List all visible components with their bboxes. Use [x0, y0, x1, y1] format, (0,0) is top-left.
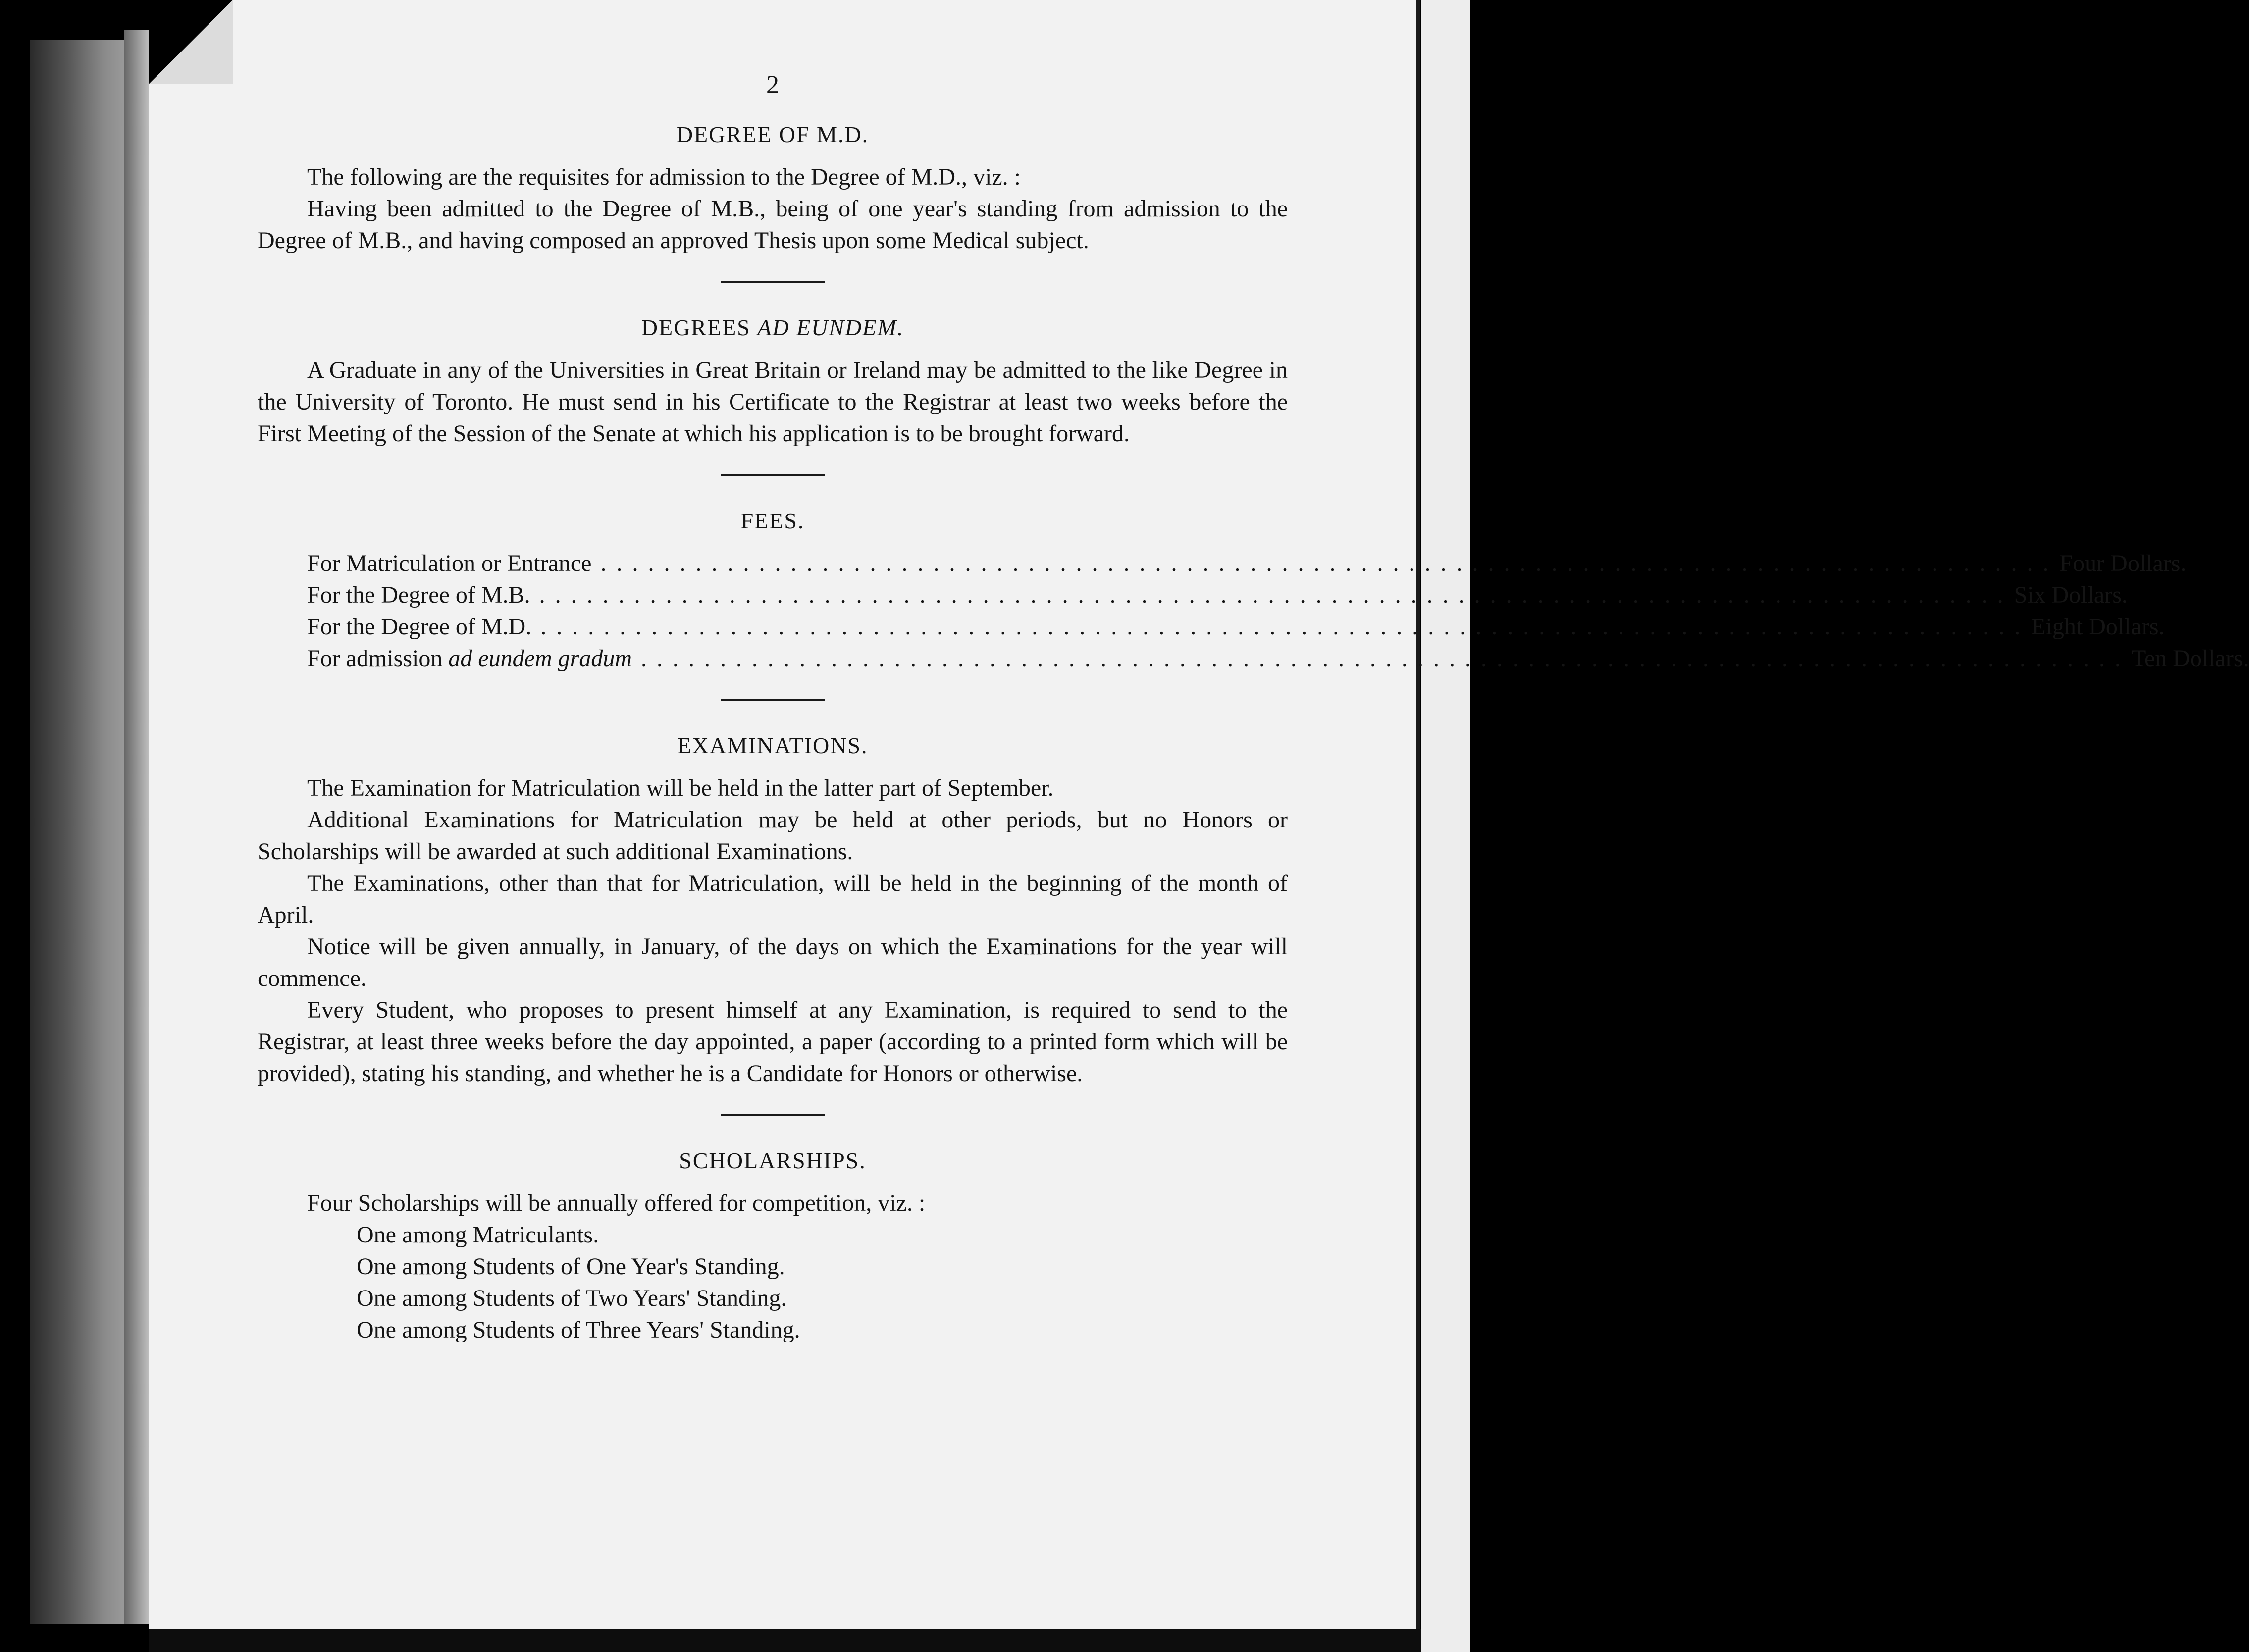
section-degrees-ad-eundem	[258, 312, 1288, 450]
section-divider	[721, 281, 825, 283]
section-divider	[721, 1114, 825, 1116]
paragraph: Notice will be given annually, in January, of the days on which the Examinations for the year will commence.	[258, 933, 1288, 991]
paragraph: The following are the requisites for admission to the Degree of M.D., viz. :	[307, 164, 1021, 190]
next-page-edge	[1421, 0, 1470, 1652]
section-heading: EXAMINATIONS.	[677, 733, 868, 758]
section-heading: DEGREE OF M.D.	[676, 122, 869, 147]
page-content	[258, 69, 2249, 1346]
fees-table	[307, 548, 2249, 674]
dot-leader: . . . . . . . . . . . . . . . . . . . . . . . . . . . . . . . . . . . . . . . . . . . . . . . . . . . . . . . . . . . . . . . . . . . . . . . . . . . . . . . . . . . . . . . . . . . .	[600, 550, 2051, 576]
section-heading	[258, 312, 1288, 344]
section-degree-md	[258, 119, 1288, 257]
paragraph: Having been admitted to the Degree of M.B., being of one year's standing from admission to the Degree of M.B., and having composed an approved Thesis upon some Medical subject.	[258, 196, 1288, 254]
fee-amount: Ten Dollars.	[2131, 645, 2249, 671]
fee-item	[307, 643, 632, 674]
fee-amount: Four Dollars.	[2059, 550, 2187, 576]
fee-item-text: For admission	[307, 645, 443, 671]
fee-item-text: For the Degree of M.D.	[307, 614, 532, 640]
list-item: One among Students of One Year's Standing.	[357, 1253, 785, 1280]
paragraph: Every Student, who proposes to present himself at any Examination, is required to send to the Registrar, at least three weeks before the day appointed, a paper (according to a printed form which will be provided), stating his standing, and whether he is a Candidate for Honors or otherwise.	[258, 997, 1288, 1086]
list-item: One among Matriculants.	[357, 1222, 599, 1248]
scholarship-list	[357, 1219, 1288, 1346]
fee-row	[307, 643, 2249, 674]
paragraph: Additional Examinations for Matriculation may be held at other periods, but no Honors or Scholarships will be awarded at such additional Examinations.	[258, 807, 1288, 865]
fee-item-text: For the Degree of M.B.	[307, 582, 530, 608]
list-item: One among Students of Two Years' Standing.	[357, 1285, 787, 1311]
folded-corner	[149, 0, 233, 84]
list-item: One among Students of Three Years' Standing.	[357, 1317, 800, 1343]
dot-leader: . . . . . . . . . . . . . . . . . . . . . . . . . . . . . . . . . . . . . . . . . . . . . . . . . . . . . . . . . . . . . . . . . . . . . . . . . . . . . . . . . . . . . . . . . . . . .	[539, 582, 2005, 608]
paragraph: The Examination for Matriculation will be held in the latter part of September.	[307, 775, 1054, 801]
section-scholarships	[258, 1145, 1288, 1346]
fee-item	[307, 548, 591, 579]
fee-row	[307, 579, 2128, 611]
section-divider	[721, 699, 825, 701]
heading-text: DEGREES	[641, 315, 751, 340]
fee-item	[307, 611, 531, 643]
section-heading: FEES.	[740, 508, 805, 533]
section-fees	[258, 505, 2249, 674]
fee-amount: Eight Dollars.	[2031, 614, 2165, 640]
dot-leader: . . . . . . . . . . . . . . . . . . . . . . . . . . . . . . . . . . . . . . . . . . . . . . . . . . . . . . . . . . . . . . . . . . . . . . . . . . . . . . . . . . . . . . . . . . . . . .	[640, 645, 2123, 671]
fee-row	[307, 611, 2165, 643]
fee-item	[307, 579, 530, 611]
page-number: 2	[766, 71, 779, 99]
fee-item-italic: ad eundem gradum	[448, 645, 632, 671]
heading-italic-text: AD EUNDEM.	[757, 315, 904, 340]
section-heading: SCHOLARSHIPS.	[679, 1148, 866, 1173]
fee-amount: Six Dollars.	[2014, 582, 2128, 608]
section-examinations	[258, 730, 1288, 1089]
fee-row	[307, 548, 2187, 579]
dot-leader: . . . . . . . . . . . . . . . . . . . . . . . . . . . . . . . . . . . . . . . . . . . . . . . . . . . . . . . . . . . . . . . . . . . . . . . . . . . . . . . . . . . . . . . . . . . . . .	[540, 614, 2023, 640]
page-bottom-edge	[149, 1629, 1421, 1652]
paragraph: A Graduate in any of the Universities in Great Britain or Ireland may be admitted to the like Degree in the University of Toronto. He must send in his Certificate to the Registrar at least two weeks before the First Meeting of the Session of the Senate at which his application is to be brought forward.	[258, 357, 1288, 447]
paragraph: Four Scholarships will be annually offered for competition, viz. :	[307, 1190, 926, 1216]
fee-item-text: For Matriculation or Entrance	[307, 550, 592, 576]
paragraph: The Examinations, other than that for Matriculation, will be held in the beginning of the month of April.	[258, 870, 1288, 928]
section-divider	[721, 474, 825, 476]
